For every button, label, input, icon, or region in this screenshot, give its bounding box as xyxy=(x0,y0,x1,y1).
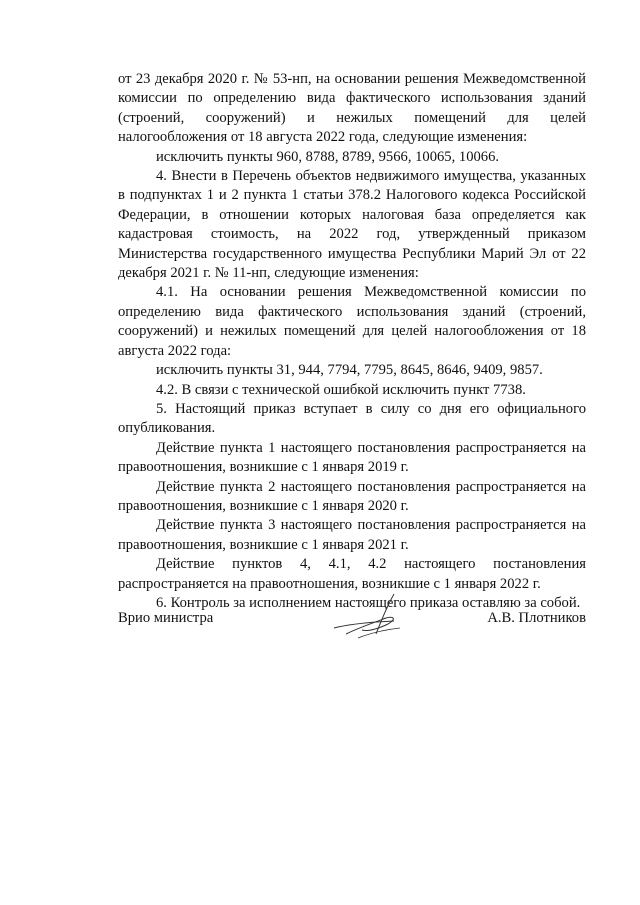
paragraph-item-5: 5. Настоящий приказ вступает в силу со дня его официального опубликования. xyxy=(118,400,586,437)
paragraph-item-4-1: 4.1. На основании решения Межведомственной комиссии по определению вида фактического использования зданий (строений, сооружений) и нежилых помещений для целей налогообложения от 18 августа 2022 года: xyxy=(118,284,586,359)
paragraph-intro: от 23 декабря 2020 г. № 53-нп, на основании решения Межведомственной комиссии по определению вида фактического использования зданий (строений, сооружений) и нежилых помещений для целей налогообложения от 18 августа 2022 года, следующие изменения: xyxy=(118,71,586,146)
paragraph-effect-1: Действие пункта 1 настоящего постановления распространяется на правоотношения, возникшие с 1 января 2019 г. xyxy=(118,439,586,476)
document-body xyxy=(118,70,586,613)
paragraph-item-4-2: 4.2. В связи с технической ошибкой исключить пункт 7738. xyxy=(156,381,526,398)
paragraph-item-6: 6. Контроль за исполнением настоящего приказа оставляю за собой. xyxy=(156,594,581,611)
paragraph-exclude-2: исключить пункты 31, 944, 7794, 7795, 8645, 8646, 9409, 9857. xyxy=(156,362,543,379)
signatory-name: А.В. Плотников xyxy=(487,610,586,626)
paragraph-effect-4: Действие пунктов 4, 4.1, 4.2 настоящего постановления распространяется на правоотношения, возникшие с 1 января 2022 г. xyxy=(118,556,586,592)
paragraph-item-4: 4. Внести в Перечень объектов недвижимого имущества, указанных в подпунктах 1 и 2 пункта 1 статьи 378.2 Налогового кодекса Российской Федерации, в отношении которых налоговая база определяется как кадастровая стоимость, на 2022 год, утвержденный приказом Министерства государственного имущества Республики Марий Эл от 22 декабря 2021 г. № 11-нп, следующие изменения: xyxy=(118,168,586,282)
paragraph-effect-3: Действие пункта 3 настоящего постановления распространяется на правоотношения, возникшие с 1 января 2021 г. xyxy=(118,517,586,553)
handwritten-signature xyxy=(328,588,418,648)
paragraph-exclude-1: исключить пункты 960, 8788, 8789, 9566, 10065, 10066. xyxy=(156,148,500,165)
signatory-position: Врио министра xyxy=(118,610,214,626)
paragraph-effect-2: Действие пункта 2 настоящего постановления распространяется на правоотношения, возникшие с 1 января 2020 г. xyxy=(118,478,586,514)
